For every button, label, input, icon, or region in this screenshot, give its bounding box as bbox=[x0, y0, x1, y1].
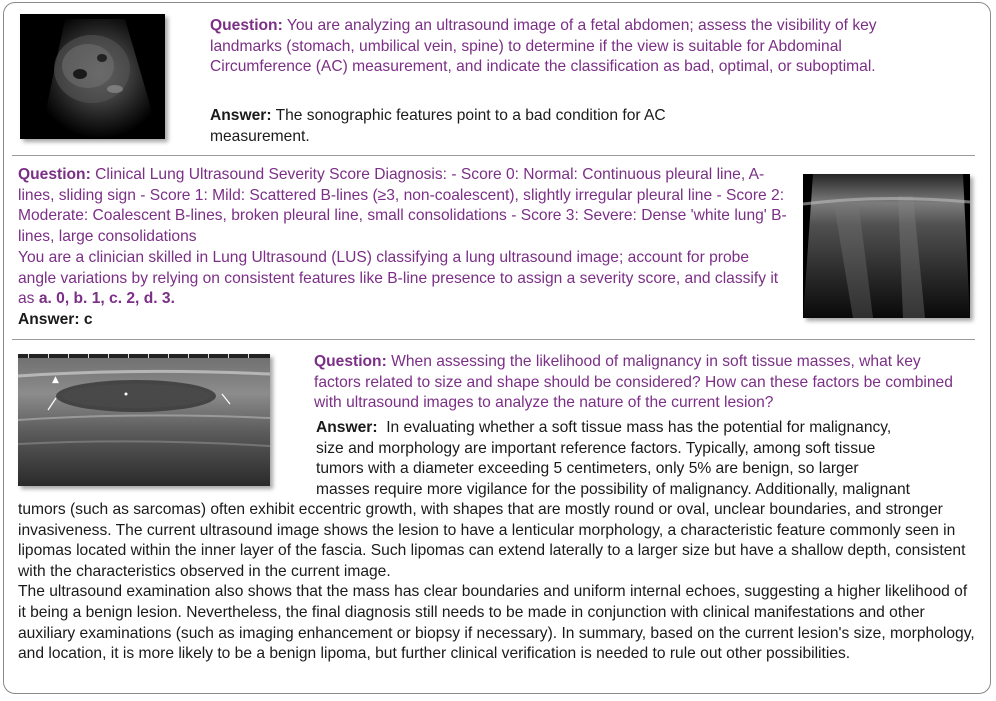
divider-1 bbox=[12, 155, 975, 156]
lung-ultrasound-image bbox=[803, 174, 970, 318]
answer-3-line-1: In evaluating whether a soft tissue mass has the potential for malignancy, bbox=[386, 419, 892, 436]
answer-3-label: Answer: bbox=[316, 419, 378, 436]
question-2-context bbox=[18, 248, 790, 310]
svg-text:▲: ▲ bbox=[52, 375, 59, 385]
answer-3-line-3: tumors with a diameter exceeding 5 centimeters, only 5% are benign, so larger bbox=[316, 460, 859, 478]
answer-3-head bbox=[316, 418, 976, 500]
question-2-label: Question: bbox=[18, 166, 91, 183]
answer-3-body bbox=[18, 500, 978, 665]
question-3 bbox=[314, 352, 964, 414]
answer-2-text: c bbox=[83, 311, 93, 328]
question-3-label: Question: bbox=[314, 353, 387, 370]
answer-1-label: Answer: bbox=[210, 107, 272, 124]
question-2 bbox=[18, 165, 790, 247]
answer-2 bbox=[18, 310, 318, 331]
question-1-label: Question: bbox=[210, 17, 283, 34]
question-1 bbox=[210, 16, 930, 78]
answer-3-paragraph-1: tumors (such as sarcomas) often exhibit eccentric growth, with shapes that are mostly round or oval, unclear boundaries, and stronger invasiveness. The current ultrasound image shows the lesion to have a lenticular morphology, a characteristic feature commonly seen in lipomas located within the inner layer of the fascia. Such lipomas can extend laterally to a larger size but have a shallow depth, consistent with the characteristics observed in the current image. bbox=[18, 501, 966, 580]
question-2-text-1: Clinical Lung Ultrasound Severity Score Diagnosis: - Score 0: Normal: Continuous pleural line, A-lines, sliding sign - Score 1: Mild: Scattered B-lines (≥3, non-coalescent), slightly irregular pleural line - Score 2: Moderate: Coalescent B-lines, broken pleural line, small consolidations - Score 3: Severe: Dense 'white lung' B-lines, large consolidations bbox=[18, 166, 787, 245]
question-3-text: When assessing the likelihood of malignancy in soft tissue masses, what key factors related to size and shape should be considered? How can these factors be combined with ultrasound images to analyze the nature of the current lesion? bbox=[314, 353, 953, 412]
divider-2 bbox=[12, 339, 975, 340]
answer-3-line-2: size and morphology are important reference factors. Typically, among soft tissue bbox=[316, 439, 876, 457]
answer-1-text: The sonographic features point to a bad condition for AC measurement. bbox=[210, 107, 666, 145]
question-2-text-2: You are a clinician skilled in Lung Ultrasound (LUS) classifying a lung ultrasound image; account for probe angle variations by relying on consistent features like B-line presence to assign a severity score, and classify it as bbox=[18, 249, 779, 308]
question-2-options: a. 0, b. 1, c. 2, d. 3. bbox=[38, 290, 175, 308]
fetal-abdomen-ultrasound-image bbox=[20, 14, 165, 139]
question-1-text: You are analyzing an ultrasound image of a fetal abdomen; assess the visibility of key landmarks (stomach, umbilical vein, spine) to determine if the view is suitable for Abdominal Circumference (AC) measurement, and indicate the classification as bad, optimal, or suboptimal. bbox=[210, 17, 877, 76]
answer-1 bbox=[210, 106, 730, 147]
answer-3-line-4: masses require more vigilance for the possibility of malignancy. Additionally, malignant bbox=[316, 480, 911, 498]
soft-tissue-ultrasound-image bbox=[18, 354, 270, 486]
answer-2-label: Answer: bbox=[18, 311, 80, 328]
answer-3-paragraph-2: The ultrasound examination also shows that the mass has clear boundaries and uniform internal echoes, suggesting a higher likelihood of it being a benign lesion. Nevertheless, the final diagnosis still needs to be made in conjunction with clinical manifestations and other auxiliary examinations (such as imaging enhancement or biopsy if necessary). In summary, based on the current lesion's size, morphology, and location, it is more likely to be a benign lipoma, but further clinical verification is needed to rule out other possibilities. bbox=[18, 583, 975, 663]
